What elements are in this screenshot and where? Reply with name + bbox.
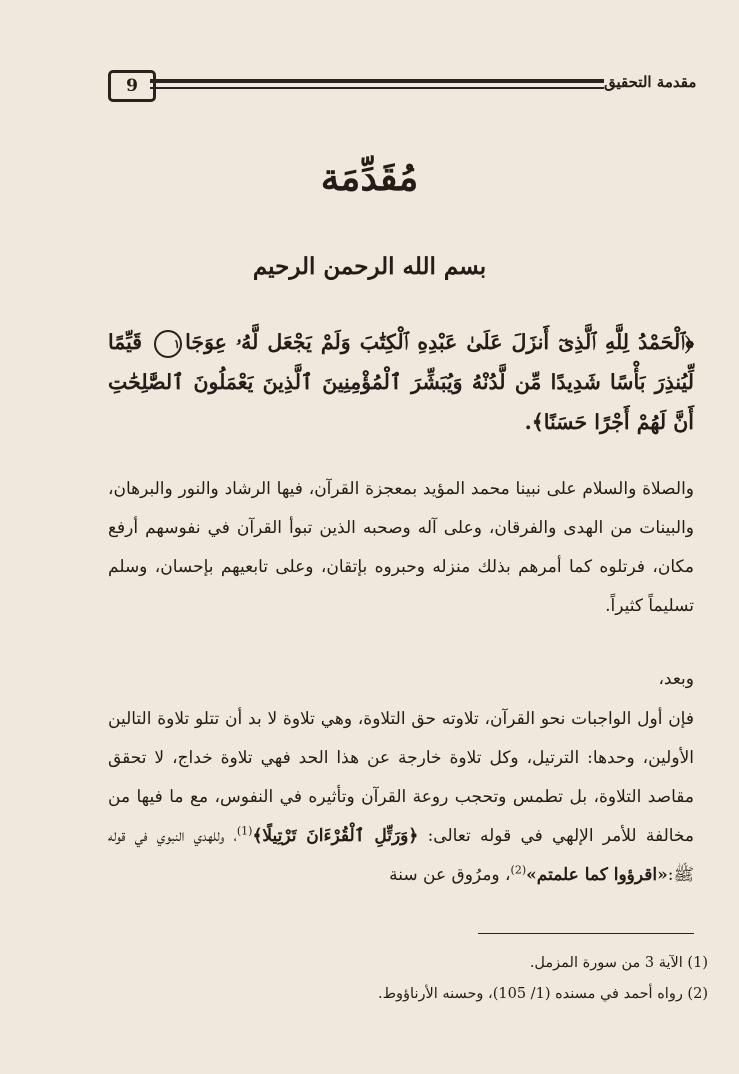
verse-number-marker: ١ [154, 330, 182, 358]
running-header [108, 70, 697, 106]
paragraph-main-text-3: ، ومرُوق عن سنة [389, 865, 511, 885]
footnotes [108, 948, 708, 1010]
header-rule-thin [150, 87, 604, 89]
paragraph-wa-baad: وبعد، [658, 669, 694, 689]
paragraph-salutation: والصلاة والسلام على نبينا محمد المؤيد بمعجزة القرآن، فيها الرشاد والنور والبرهان، والبينات من الهدى والفرقان، وعلى آله وصحبه الذين تبوأ القرآن في نفوسهم أرفع مكان، فرتلوه كما أمرهم بذلك منزله وحبروه بإتقان، وعلى تابعيهم بإحسان، وسلم تسليماً كثيراً. [108, 479, 694, 616]
section-title: مُقَدِّمَة [320, 155, 419, 199]
quran-quote [108, 322, 694, 442]
paragraph-main [108, 700, 694, 895]
quran-open-bracket: ﴿ [684, 330, 694, 354]
running-title: مقدمة التحقيق [604, 73, 697, 91]
footnote-ref-2[interactable]: (2) [510, 863, 527, 877]
basmala: بسم الله الرحمن الرحيم [252, 253, 487, 280]
footnote-separator [478, 933, 694, 934]
paragraph-main-text: فإن أول الواجبات نحو القرآن، تلاوته حق التلاوة، وهي تلاوة لا بد أن تتلو تلاوة التالين الأولين، وحدها: الترتيل، وكل تلاوة خارجة عن هذا الحد فهي تلاوة خداج، لا تحقق مقاصد التلاوة، بل تطمس وتحجب روعة القرآن وتأثيره في النفوس، مع ما فيها من مخالفة للأمر الإلهي في قوله تعالى: [108, 709, 695, 846]
quran-verse-2: قَيِّمًا لِّيُنذِرَ بَأْسًا شَدِيدًا مِّن لَّدُنْهُ وَيُبَشِّرَ ٱلْمُؤْمِنِينَ ٱلَّذِينَ يَعْمَلُونَ ٱلصَّٰلِحَٰتِ أَنَّ لَهُمْ أَجْرًا حَسَنًا [108, 330, 694, 434]
paragraph-main-text-2: ، وللهدي النبوي في قوله ﷺ: [108, 826, 694, 885]
quran-inline-verse: ﴿وَرَتِّلِ ٱلْقُرْءَانَ تَرْتِيلًا﴾ [252, 826, 419, 846]
page-number: 9 [108, 70, 156, 102]
footnote-ref-1[interactable]: (1) [236, 824, 253, 838]
header-rule-thick [150, 79, 604, 83]
footnote-1: (1) الآية 3 من سورة المزمل. [529, 955, 708, 971]
quran-verse-1: ٱلْحَمْدُ لِلَّهِ ٱلَّذِىٓ أَنزَلَ عَلَىٰ عَبْدِهِ ٱلْكِتَٰبَ وَلَمْ يَجْعَل لَّهُۥ عِوَجَا [185, 330, 685, 354]
quran-close-bracket: ﴾. [524, 410, 544, 434]
hadith-quote: «اقرؤوا كما علمتم» [526, 865, 668, 885]
footnote-2: (2) رواه أحمد في مسنده (1/ 105)، وحسنه الأرناؤوط. [378, 986, 708, 1002]
